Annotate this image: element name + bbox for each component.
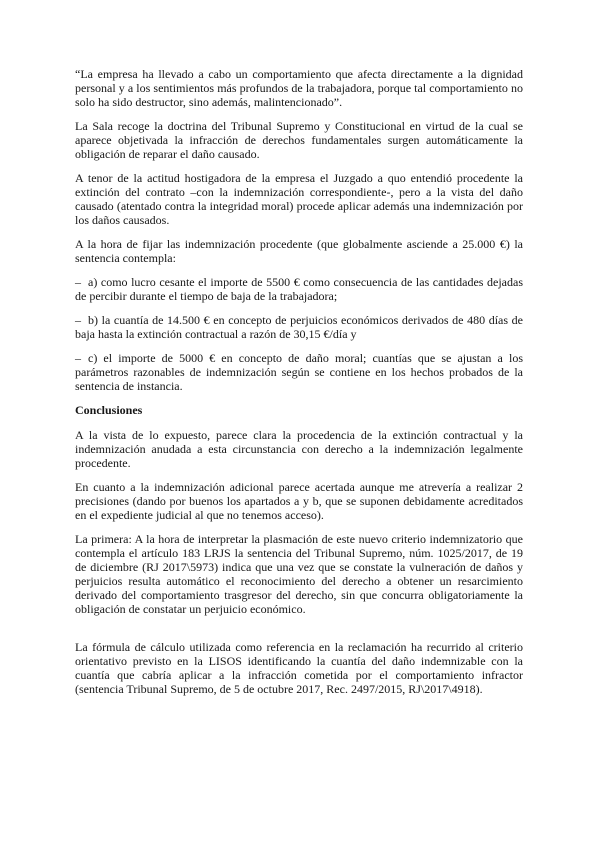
paragraph-conclusion-procedencia: A la vista de lo expuesto, parece clara la procedencia de la extinción contractual y la indemnización anudada a esta circunstancia con derecho a la indemnización legalmente procedente. <box>75 428 523 470</box>
paragraph-doctrina: La Sala recoge la doctrina del Tribunal Supremo y Constitucional en virtud de la cual se aparece objetivada la infracción de derechos fundamentales surgen automáticamente la obligación de reparar el daño causado. <box>75 119 523 161</box>
bullet-item-a-text: a) como lucro cesante el importe de 5500 € como consecuencia de las cantidades dejadas de percibir durante el tiempo de baja de la trabajadora; <box>75 275 523 303</box>
paragraph-indemnizacion-total: A la hora de fijar las indemnización procedente (que globalmente asciende a 25.000 €) la sentencia contempla: <box>75 237 523 265</box>
bullet-dash-marker: – <box>75 313 81 327</box>
bullet-item-b <box>75 313 523 341</box>
bullet-dash-marker: – <box>75 275 81 289</box>
paragraph-primera-precision: La primera: A la hora de interpretar la plasmación de este nuevo criterio indemnizatorio que contempla el artículo 183 LRJS la sentencia del Tribunal Supremo, núm. 1025/2017, de 19 de diciembre (RJ 2017\5973) indica que una vez que se constate la vulneración de daños y perjuicios resulta automático el reconocimiento del derecho a obtener un resarcimiento derivado del comportamiento trasgresor del derecho, sin que concurra obligatoriamente la obligación de constatar un perjuicio económico. <box>75 532 523 616</box>
bullet-item-c-text: c) el importe de 5000 € en concepto de daño moral; cuantías que se ajustan a los parámetros razonables de indemnización según se contiene en los hechos probados de la sentencia de instancia. <box>75 351 523 393</box>
bullet-item-c <box>75 351 523 393</box>
paragraph-formula-calculo: La fórmula de cálculo utilizada como referencia en la reclamación ha recurrido al criterio orientativo previsto en la LISOS identificando la cuantía del daño indemnizable con la cuantía que cabría aplicar a la infracción cometida por el comportamiento infractor (sentencia Tribunal Supremo, de 5 de octubre 2017, Rec. 2497/2015, RJ\2017\4918). <box>75 640 523 696</box>
paragraph-conclusion-precisiones: En cuanto a la indemnización adicional parece acertada aunque me atrevería a realizar 2 precisiones (dando por buenos los apartados a y b, que se suponen debidamente acreditados en el expediente judicial al que no tenemos acceso). <box>75 480 523 522</box>
bullet-dash-marker: – <box>75 351 81 365</box>
section-heading-conclusiones: Conclusiones <box>75 403 143 417</box>
bullet-item-b-text: b) la cuantía de 14.500 € en concepto de perjuicios económicos derivados de 480 días de baja hasta la extinción contractual a razón de 30,15 €/día y <box>75 313 523 341</box>
paragraph-actitud-hostigadora: A tenor de la actitud hostigadora de la empresa el Juzgado a quo entendió procedente la extinción del contrato –con la indemnización correspondiente-, pero a la vista del daño causado (atentado contra la integridad moral) procede aplicar además una indemnización por los daños causados. <box>75 171 523 227</box>
paragraph-quote: “La empresa ha llevado a cabo un comportamiento que afecta directamente a la dignidad personal y a los sentimientos más profundos de la trabajadora, porque tal comportamiento no solo ha sido destructor, sino además, malintencionado”. <box>75 67 523 109</box>
bullet-item-a <box>75 275 523 303</box>
